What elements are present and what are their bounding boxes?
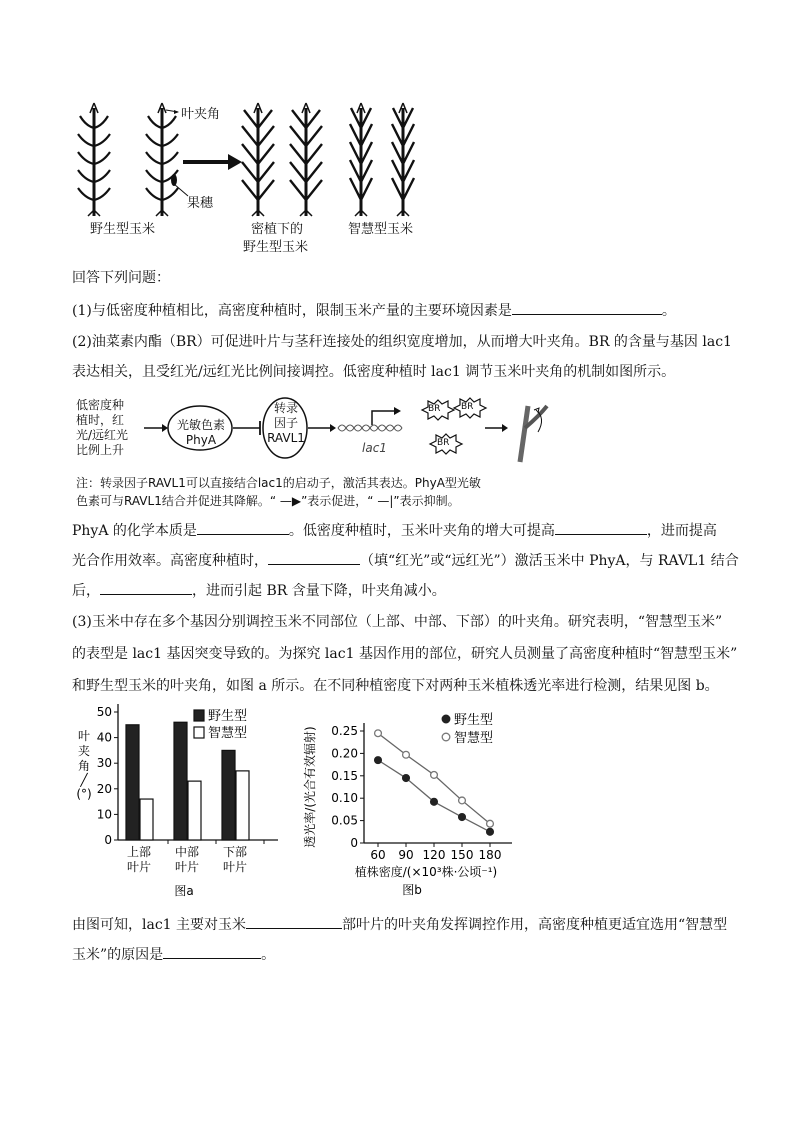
y-tick-label: 10 <box>96 807 112 822</box>
q2-text: （填“红光”或“远红光”）激活玉米中 PhyA，与 RAVL1 结合 <box>360 553 739 569</box>
legend-label: 智慧型 <box>454 731 494 746</box>
label-smart-corn: 智慧型玉米 <box>348 222 414 237</box>
dna-helix <box>338 425 402 431</box>
label-wild-corn: 野生型玉米 <box>90 222 156 237</box>
q2-line-2: 表达相关，且受红光/远红光比例间接调控。低密度种植时 lac1 调节玉米叶夹角的机制如图所示。 <box>72 364 676 380</box>
dense-corn-plant-2 <box>290 103 322 216</box>
data-point-smart <box>459 797 466 804</box>
chart-caption: 图b <box>402 883 422 897</box>
y-tick-label: 0.15 <box>331 768 358 783</box>
ravl1-label-line2: 因子 <box>273 416 298 430</box>
y-tick-label: 0.20 <box>331 746 358 761</box>
data-point-wild <box>431 798 438 805</box>
y-axis-label: 透光率/(光合有效辐射) <box>303 726 317 848</box>
data-point-wild <box>487 828 494 835</box>
data-point-smart <box>431 772 438 779</box>
phya-label <box>176 418 226 448</box>
ravl1-label-line3: RAVL1 <box>267 431 305 445</box>
br-label: BR <box>437 438 450 448</box>
q1-text: (1)与低密度种植相比，高密度种植时，限制玉米产量的主要环境因素是 <box>72 303 512 319</box>
legend-swatch <box>194 710 204 721</box>
data-point-wild <box>459 814 466 821</box>
data-point-smart <box>403 751 410 758</box>
q2-blank-line-2 <box>72 550 739 571</box>
q3-line-2: 的表型是 lac1 基因突变导致的。为探究 lac1 基因作用的部位，研究人员测量了高密度种植时“智慧型玉米” <box>72 646 738 662</box>
legend-marker <box>442 733 450 741</box>
legend-marker <box>442 715 450 723</box>
question-1 <box>72 300 732 321</box>
q3-end-line-1 <box>72 914 732 935</box>
y-tick-label: 0.25 <box>331 724 358 738</box>
bar-smart <box>140 799 153 840</box>
q3-line-1: (3)玉米中存在多个基因分别调控玉米不同部位（上部、中部、下部）的叶夹角。研究表明，“智慧型玉米” <box>72 614 723 630</box>
q2-blank-line-1 <box>72 520 732 541</box>
y-tick-label: 50 <box>96 705 112 719</box>
smart-corn-plant-2 <box>392 103 414 216</box>
gene-label: lac1 <box>362 441 387 455</box>
mechanism-note-1: 注：转录因子RAVL1可以直接结合lac1的启动子，激活其表达。PhyA型光敏 <box>76 476 481 490</box>
bar-smart <box>236 771 249 840</box>
q3-text: 部叶片的叶夹角发挥调控作用，高密度种植更适宜选用“智慧型 <box>342 917 728 933</box>
chart-a-leaf-angle <box>70 700 280 900</box>
q2-blank-line-3 <box>72 580 732 601</box>
condition-line: 比例上升 <box>76 443 125 457</box>
q2-line-1: (2)油菜素内酯（BR）可促进叶片与茎秆连接处的组织宽度增加，从而增大叶夹角。BR 的含量与基因 lac1 <box>72 334 732 350</box>
x-tick-label: 150 <box>450 848 474 862</box>
q1-answer-blank[interactable] <box>512 300 662 315</box>
label-leaf-angle: 叶夹角 <box>181 107 221 122</box>
phya-label-line2: PhyA <box>185 433 217 447</box>
x-tick-label: 120 <box>422 848 446 862</box>
y-tick-label: 0 <box>104 833 112 847</box>
q3-text: 由图可知，lac1 主要对玉米 <box>72 917 247 933</box>
q2-text: 光合作用效率。高密度种植时， <box>72 553 268 569</box>
bar-wild <box>174 722 187 840</box>
y-tick-label: 40 <box>96 730 112 745</box>
q3-line-3: 和野生型玉米的叶夹角，如图 a 所示。在不同种植密度下对两种玉米植株透光率进行检测，结果见图 b。 <box>72 678 719 694</box>
data-point-wild <box>375 757 382 764</box>
q2-text: PhyA 的化学本质是 <box>72 523 197 539</box>
data-point-wild <box>403 775 410 782</box>
q3-text: 玉米”的原因是 <box>72 947 164 963</box>
ravl1-label-line1: 转录 <box>273 401 298 415</box>
dense-corn-plant-1 <box>242 103 274 216</box>
q2-blank-phya[interactable] <box>197 520 289 535</box>
legend-label: 野生型 <box>208 709 248 724</box>
q2-text: 后， <box>72 583 100 599</box>
condition-line: 植时，红 <box>76 413 125 427</box>
ravl1-label <box>262 401 310 446</box>
wild-corn-plant-1 <box>78 103 110 216</box>
smart-corn-plant-1 <box>350 103 372 216</box>
phya-label-line1: 光敏色素 <box>176 418 225 432</box>
condition-text <box>76 398 146 458</box>
chart-caption: 图a <box>174 884 194 898</box>
bar-wild <box>126 725 139 840</box>
condition-line: 光/远红光 <box>76 428 129 442</box>
label-dense-1: 密植下的 <box>251 222 304 237</box>
label-ear: 果穗 <box>187 196 214 211</box>
y-tick-label: 30 <box>96 756 112 771</box>
q2-text: 。低密度种植时，玉米叶夹角的增大可提高 <box>288 523 555 539</box>
label-dense-2: 野生型玉米 <box>243 240 309 255</box>
x-tick-label: 60 <box>370 848 386 862</box>
q2-blank-improve[interactable] <box>555 520 647 535</box>
x-tick-label: 90 <box>398 848 414 862</box>
x-tick-label: 上部叶片 <box>126 845 152 874</box>
q2-text: ，进而提高 <box>646 523 717 539</box>
x-axis-label: 植株密度/(×10³株·公顷⁻¹) <box>354 865 498 879</box>
br-label: BR <box>461 402 474 412</box>
y-tick-label: 20 <box>96 781 112 796</box>
x-tick-label: 180 <box>478 848 502 862</box>
q1-end: 。 <box>661 303 676 319</box>
q2-blank-result[interactable] <box>100 580 192 595</box>
bar-wild <box>222 750 235 840</box>
y-tick-label: 0 <box>350 836 358 850</box>
q3-text: 。 <box>261 947 276 963</box>
q3-blank-part[interactable] <box>246 914 342 929</box>
mechanism-note-2: 色素可与RAVL1结合并促进其降解。“ —▶”表示促进，“ —|”表示抑制。 <box>76 494 460 508</box>
wild-corn-plant-2 <box>146 103 178 216</box>
chart-b-light-transmission <box>300 700 530 900</box>
leaf-stem-icon <box>520 406 547 462</box>
condition-line: 低密度种 <box>76 398 125 412</box>
x-tick-label: 下部叶片 <box>222 845 248 874</box>
y-tick-label: 0.10 <box>331 791 358 806</box>
x-tick-label: 中部叶片 <box>174 845 200 874</box>
br-label: BR <box>428 404 441 414</box>
q3-end-line-2 <box>72 944 732 965</box>
legend-label: 智慧型 <box>208 726 248 741</box>
bar-smart <box>188 781 201 840</box>
y-axis-label: 叶夹角╱ (°) <box>76 729 92 801</box>
intro-text: 回答下列问题： <box>72 270 170 286</box>
q2-blank-light[interactable] <box>268 550 360 565</box>
q3-blank-reason[interactable] <box>163 944 261 959</box>
data-point-smart <box>375 730 382 737</box>
legend-swatch <box>194 727 204 738</box>
data-point-smart <box>487 820 494 827</box>
y-tick-label: 0.05 <box>331 813 358 828</box>
legend-label: 野生型 <box>454 713 494 728</box>
q2-text: ，进而引起 BR 含量下降，叶夹角减小。 <box>192 583 446 599</box>
